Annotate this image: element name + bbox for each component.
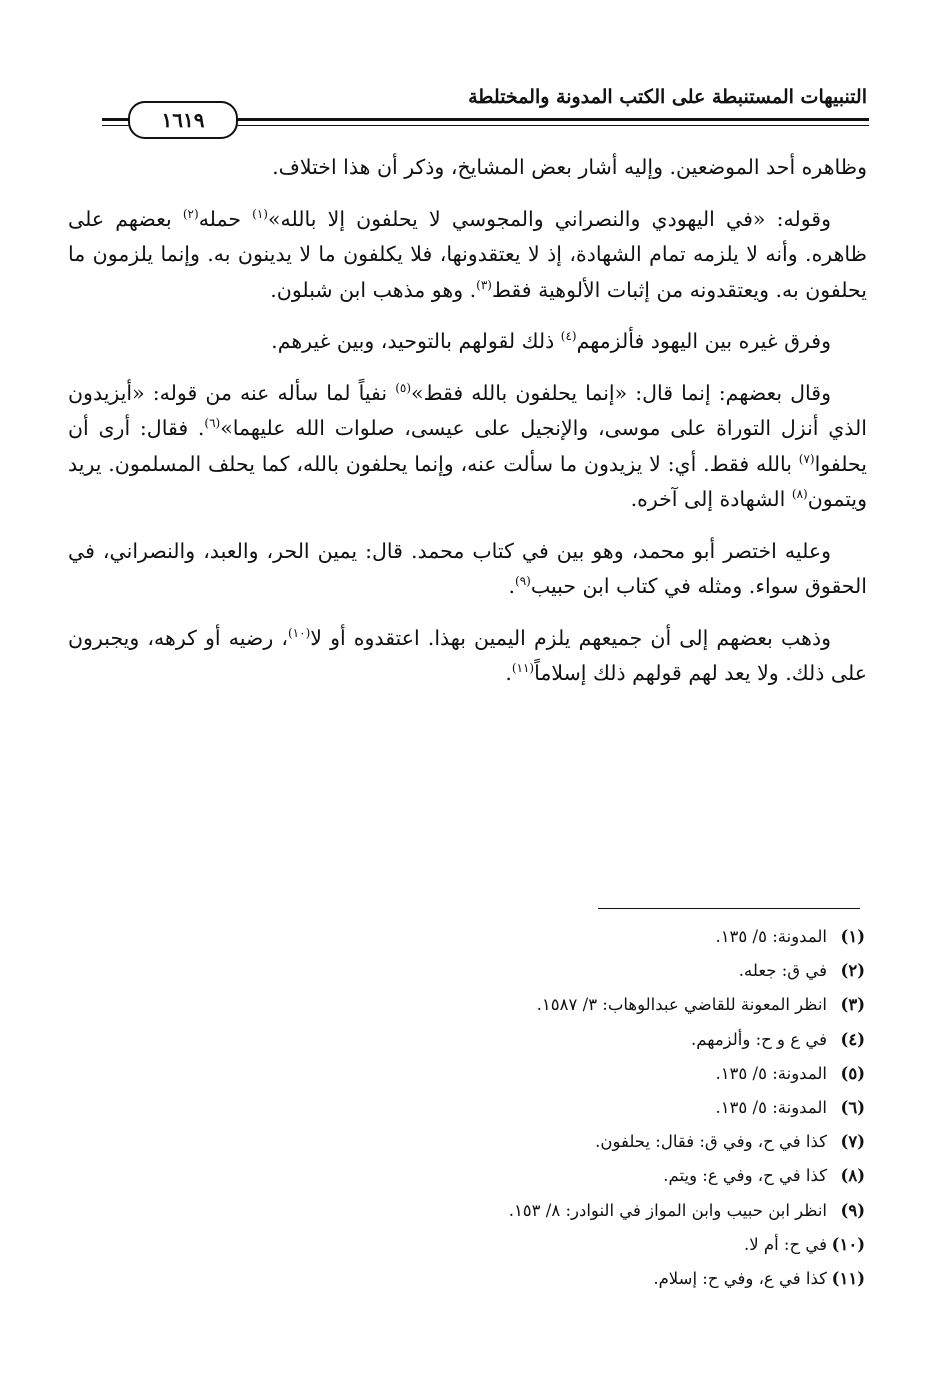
paragraph <box>68 150 867 186</box>
paragraph-text: . وهو مذهب ابن شبلون. <box>270 277 477 302</box>
paragraph-text: بالله فقط. أي: لا يزيدون ما سألت عنه، وإنما يحلفون بالله، كما يحلف المسلمون. يريد ويتمون <box>68 451 867 511</box>
footnote-text: كذا في ح، وفي ع: ويتم. <box>663 1166 827 1186</box>
paragraph-text: وقال بعضهم: إنما قال: «إنما يحلفون بالله فقط» <box>411 380 831 405</box>
footnote <box>509 1057 865 1091</box>
paragraph-text: . <box>508 574 515 598</box>
paragraph <box>68 324 867 360</box>
footnote-ref: (٧) <box>798 451 815 466</box>
footnote <box>509 954 865 988</box>
footnote-text: المدونة: ٥/ ١٣٥. <box>715 1063 827 1083</box>
footnote-ref: (١١) <box>511 661 535 676</box>
footnote <box>509 1023 865 1057</box>
paragraph-text: وفرق غيره بين اليهود فألزمهم <box>576 329 831 353</box>
footnote-ref: (٥) <box>395 380 412 395</box>
footnote <box>509 1262 865 1296</box>
footnote-ref: (٩) <box>515 574 531 589</box>
paragraph-text: نفياً لما سأله عنه من قوله: «أيزيدون الذي أنزل التوراة على موسى، والإنجيل على عيسى، صلوات الله عليهما» <box>68 380 867 440</box>
footnote-number: (٨) <box>840 1166 865 1186</box>
paragraph-text: ذلك لقولهم بالتوحيد، وبين غيرهم. <box>271 329 561 353</box>
footnote <box>509 1194 865 1228</box>
footnote-ref: (٤) <box>560 329 577 344</box>
footnote-ref: (١) <box>252 206 268 221</box>
footnote-text: المدونة: ٥/ ١٣٥. <box>715 1098 827 1118</box>
footnote <box>509 1091 865 1125</box>
footnote-ref: (١٠) <box>287 625 311 640</box>
paragraph <box>68 376 867 518</box>
main-text <box>68 150 867 708</box>
footnote-ref: (٢) <box>182 206 199 221</box>
footnote-number: (٧) <box>840 1132 865 1152</box>
footnote-text: في ح: أم لا. <box>743 1234 827 1254</box>
footnote <box>509 1159 865 1193</box>
footnote-number: (٢) <box>840 961 865 981</box>
footnote <box>509 1228 865 1262</box>
footnote-number: (٩) <box>840 1200 865 1220</box>
paragraph-text: . <box>505 661 512 685</box>
footnote-number: (١) <box>840 927 865 946</box>
paragraph-text: وظاهره أحد الموضعين. وإليه أشار بعض المشايخ، وذكر أن هذا اختلاف. <box>272 155 867 179</box>
paragraph <box>68 202 867 309</box>
footnote-text: كذا في ح، وفي ق: فقال: يحلفون. <box>595 1132 827 1152</box>
paragraph-text: وذهب بعضهم إلى أن جميعهم يلزم اليمين بهذا. اعتقدوه أو لا <box>310 625 831 650</box>
paragraph <box>68 621 867 692</box>
footnote-ref: (٦) <box>204 416 221 431</box>
page-number: ١٦١٩ <box>128 101 238 139</box>
paragraph-text: بعضهم على ظاهره. وأنه لا يلزمه تمام الشهادة، إذ لا يعتقدونها، فلا يكلفون ما لا يدينون به. وإنما يلزمون ما يحلفون به. ويعتقدونه من إثبات الألوهية فقط <box>68 206 867 302</box>
paragraph-text: ، رضيه أو كرهه، ويجبرون على ذلك. ولا يعد لهم قولهم ذلك إسلاماً <box>68 625 867 685</box>
footnote <box>509 1125 865 1159</box>
paragraph-text: حمله <box>198 206 253 231</box>
footnote-text: كذا في ع، وفي ح: إسلام. <box>653 1269 827 1289</box>
footnote-ref: (٣) <box>476 277 492 292</box>
running-title: التنبيهات المستنبطة على الكتب المدونة والمختلطة <box>468 86 867 108</box>
footnote-number: (٤) <box>840 1029 865 1049</box>
footnote-number: (٦) <box>840 1098 865 1118</box>
paragraph-text: وعليه اختصر أبو محمد، وهو بين في كتاب محمد. قال: يمين الحر، والعبد، والنصراني، في الحقوق سواء. ومثله في كتاب ابن حبيب <box>68 538 867 598</box>
footnote-number: (١١) <box>831 1269 865 1289</box>
footnote-text: في ع و ح: وألزمهم. <box>691 1029 827 1049</box>
footnote-text: المدونة: ٥/ ١٣٥. <box>715 927 827 946</box>
footnotes <box>509 920 865 1296</box>
footnote-number: (٥) <box>840 1063 865 1083</box>
footnote-number: (٣) <box>840 995 865 1015</box>
footnote-text: انظر ابن حبيب وابن المواز في النوادر: ٨/ ١٥٣. <box>508 1200 827 1220</box>
paragraph-text: . فقال: أرى أن يحلفوا <box>68 416 867 476</box>
footnote-text: انظر المعونة للقاضي عبدالوهاب: ٣/ ١٥٨٧. <box>536 995 827 1015</box>
footnote <box>509 920 865 954</box>
paragraph-text: الشهادة إلى آخره. <box>630 487 792 511</box>
footnote-separator <box>598 908 860 909</box>
paragraph <box>68 534 867 605</box>
footnote <box>509 988 865 1022</box>
paragraph-text: وقوله: «في اليهودي والنصراني والمجوسي لا يحلفون إلا بالله» <box>267 206 831 231</box>
footnote-number: (١٠) <box>831 1234 865 1254</box>
footnote-ref: (٨) <box>791 487 808 502</box>
footnote-text: في ق: جعله. <box>738 961 827 981</box>
